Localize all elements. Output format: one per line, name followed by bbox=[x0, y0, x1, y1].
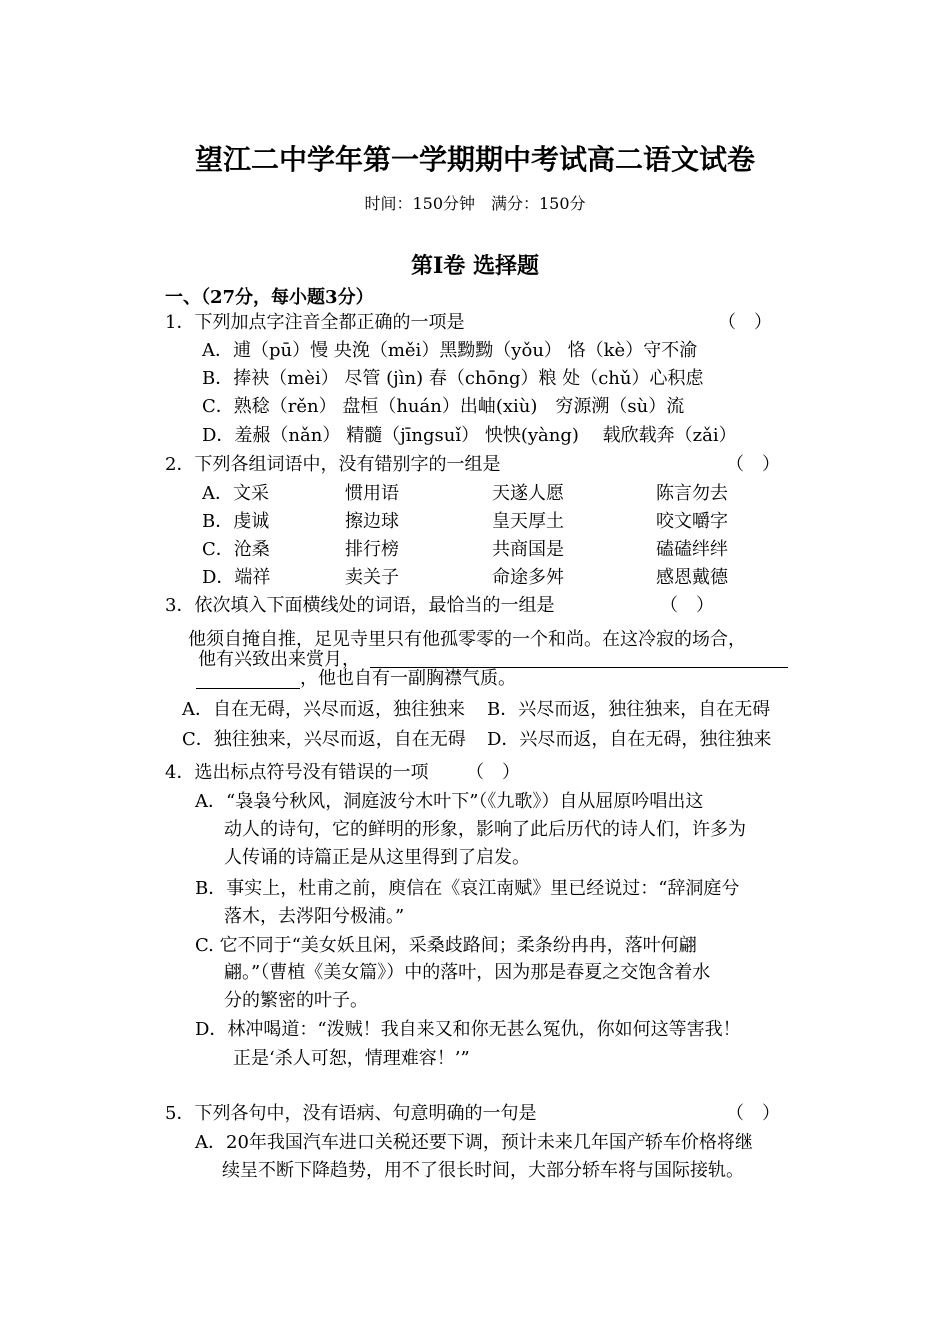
question-1-option-c: C．熟稔（rěn） 盘桓（huán）出岫(xiù) 穷源溯（sù）流 bbox=[202, 396, 685, 417]
q2-a-3: 天遂人愿 bbox=[492, 483, 564, 504]
question-1-stem: 1．下列加点字注音全都正确的一项是 bbox=[165, 312, 465, 333]
q2-a-1: A．文采 bbox=[202, 483, 269, 504]
q2-c-3: 共商国是 bbox=[492, 539, 564, 560]
question-4-bracket: （ ） bbox=[466, 762, 520, 783]
question-4-option-a-line-3: 人传诵的诗篇正是从这里得到了启发。 bbox=[224, 847, 530, 868]
q2-b-3: 皇天厚土 bbox=[492, 511, 564, 532]
q2-b-1: B．虔诚 bbox=[202, 511, 270, 532]
section-title: 第Ⅰ卷 选择题 bbox=[411, 253, 539, 279]
question-3-option-a: A．自在无碍，兴尽而返，独往独来 bbox=[182, 699, 465, 720]
part-heading: 一、（27分，每小题3分） bbox=[165, 287, 374, 308]
question-5-option-a-line-1: A．20年我国汽车进口关税还要下调，预计未来几年国产轿车价格将继 bbox=[195, 1132, 753, 1153]
question-3-bracket: （ ） bbox=[660, 595, 714, 616]
question-3-option-d: D．兴尽而返，自在无碍，独往独来 bbox=[487, 729, 772, 750]
question-4-option-a-line-2: 动人的诗句，它的鲜明的形象，影响了此后历代的诗人们，许多为 bbox=[224, 819, 746, 840]
question-4-option-b-line-2: 落木，去涔阳兮极浦。” bbox=[224, 906, 405, 927]
question-5-stem: 5．下列各句中，没有语病、句意明确的一句是 bbox=[165, 1103, 537, 1124]
q2-d-3: 命途多舛 bbox=[492, 567, 564, 588]
q2-a-2: 惯用语 bbox=[345, 483, 399, 504]
q2-d-4: 感恩戴德 bbox=[656, 567, 728, 588]
question-4-option-d-line-1: D．林冲喝道：“泼贼！我自来又和你无甚么冤仇，你如何这等害我！ bbox=[195, 1019, 741, 1040]
q2-a-4: 陈言勿去 bbox=[656, 483, 728, 504]
question-3-passage-line-2: 他有兴致出来赏月， bbox=[198, 649, 360, 670]
question-3-passage-line-1: 他须自掩自推，足见寺里只有他孤零零的一个和尚。在这冷寂的场合， bbox=[188, 629, 746, 650]
question-5-bracket: （ ） bbox=[726, 1103, 780, 1124]
exam-title: 望江二中学年第一学期期中考试高二语文试卷 bbox=[194, 143, 755, 176]
q2-c-2: 排行榜 bbox=[345, 539, 399, 560]
q2-c-4: 磕磕绊绊 bbox=[656, 539, 728, 560]
question-3-option-b: B．兴尽而返，独往独来，自在无碍 bbox=[487, 699, 771, 720]
question-4-option-c-line-2: 翩。”（曹植《美女篇》）中的落叶，因为那是春夏之交饱含着水 bbox=[224, 962, 711, 983]
question-4-option-c-line-3: 分的繁密的叶子。 bbox=[224, 990, 368, 1011]
question-3-stem: 3．依次填入下面横线处的词语，最恰当的一组是 bbox=[165, 595, 555, 616]
question-4-option-a-line-1: A．“袅袅兮秋风，洞庭波兮木叶下”（《九歌》）自从屈原吟唱出这 bbox=[195, 791, 704, 812]
question-1-bracket: （ ） bbox=[718, 312, 772, 333]
q2-b-2: 擦边球 bbox=[345, 511, 399, 532]
question-4-option-d-line-2: 正是‘杀人可恕，情理难容！’” bbox=[233, 1048, 470, 1069]
question-3-passage-line-3: ，他也自有一副胸襟气质。 bbox=[300, 668, 516, 689]
question-4-option-b-line-1: B．事实上，杜甫之前，庾信在《哀江南赋》里已经说过：“辞洞庭兮 bbox=[195, 878, 740, 899]
question-4-stem: 4．选出标点符号没有错误的一项 bbox=[165, 762, 429, 783]
question-5-option-a-line-2: 续呈不断下降趋势，用不了很长时间，大部分轿车将与国际接轨。 bbox=[222, 1160, 744, 1181]
q2-d-1: D．端祥 bbox=[202, 567, 271, 588]
question-2-stem: 2．下列各组词语中，没有错别字的一组是 bbox=[165, 454, 501, 475]
q2-d-2: 卖关子 bbox=[345, 567, 399, 588]
question-1-option-b: B．捧袂（mèi） 尽管 (jìn) 春（chōng）粮 处（chǔ）心积虑 bbox=[202, 368, 704, 389]
question-1-option-d: D．羞赧（nǎn） 精髓（jīngsuǐ） 怏怏(yàng) 载欣载奔（zǎi） bbox=[202, 425, 737, 446]
question-4-option-c-line-1: C. 它不同于“美女妖且闲，采桑歧路间；柔条纷冉冉，落叶何翩 bbox=[195, 935, 697, 956]
question-1-option-a: A．逋（pū）慢 央浼（měi）黑黝黝（yǒu） 恪（kè）守不渝 bbox=[202, 340, 698, 361]
exam-subtitle: 时间：150分钟 满分：150分 bbox=[364, 194, 586, 213]
question-2-bracket: （ ） bbox=[726, 454, 780, 475]
question-3-option-c: C．独往独来，兴尽而返，自在无碍 bbox=[182, 729, 466, 750]
question-3-blank-2 bbox=[196, 688, 300, 689]
q2-c-1: C．沧桑 bbox=[202, 539, 270, 560]
q2-b-4: 咬文嚼字 bbox=[656, 511, 728, 532]
